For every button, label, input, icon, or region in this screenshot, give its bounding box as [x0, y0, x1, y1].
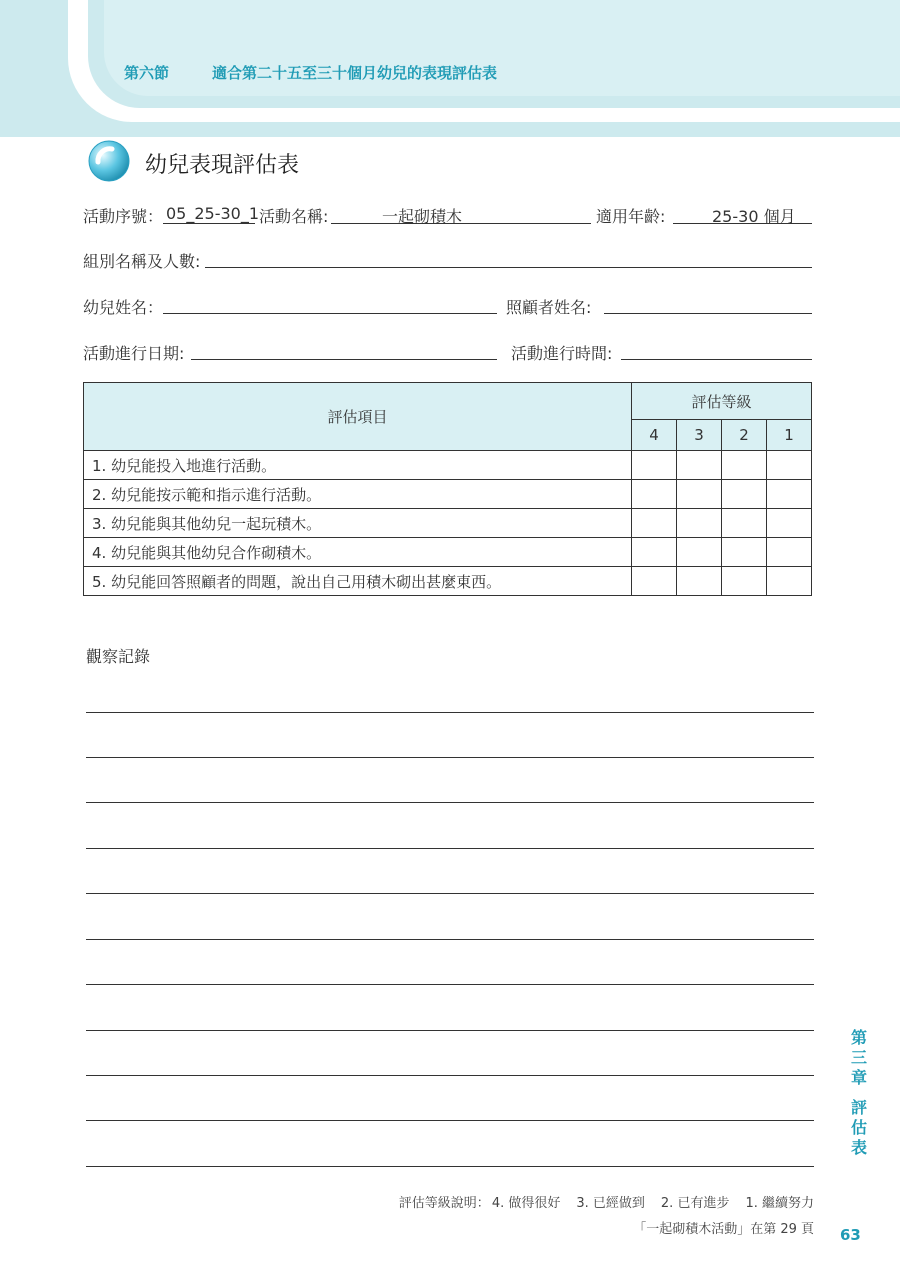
rating-cell[interactable] — [767, 451, 812, 480]
side-tab-chapter: 第三章 — [850, 1028, 867, 1087]
legend-item: 1. 繼續努力 — [745, 1196, 814, 1211]
observation-line[interactable] — [86, 939, 814, 940]
observation-line[interactable] — [86, 712, 814, 713]
rating-cell[interactable] — [632, 480, 677, 509]
time-label: 活動進行時間: — [511, 344, 613, 363]
observation-line[interactable] — [86, 984, 814, 985]
grade-1-header: 1 — [767, 420, 812, 451]
item-1: 1. 幼兒能投入地進行活動。 — [84, 451, 632, 480]
observation-line[interactable] — [86, 1075, 814, 1076]
rating-cell[interactable] — [632, 509, 677, 538]
legend-item: 2. 已有進步 — [660, 1196, 730, 1211]
observation-line[interactable] — [86, 1030, 814, 1031]
rating-cell[interactable] — [767, 567, 812, 596]
group-field[interactable] — [205, 267, 812, 268]
grade-legend — [399, 1192, 814, 1211]
item-2: 2. 幼兒能按示範和指示進行活動。 — [84, 480, 632, 509]
rating-cell[interactable] — [677, 451, 722, 480]
rating-cell[interactable] — [722, 509, 767, 538]
page-number: 63 — [840, 1226, 861, 1244]
time-field[interactable] — [621, 359, 812, 360]
table-row — [84, 567, 812, 596]
observation-label: 觀察記錄 — [86, 647, 151, 666]
section-title: 適合第二十五至三十個月幼兒的表現評估表 — [212, 64, 498, 82]
grade-3-header: 3 — [677, 420, 722, 451]
rating-cell[interactable] — [767, 509, 812, 538]
grade-4-header: 4 — [632, 420, 677, 451]
date-label: 活動進行日期: — [83, 344, 185, 363]
activity-no-value: 05_25-30_1 — [166, 204, 260, 223]
observation-line[interactable] — [86, 802, 814, 803]
bubble-icon — [88, 140, 130, 182]
age-underline — [673, 223, 812, 224]
rating-cell[interactable] — [632, 567, 677, 596]
rating-cell[interactable] — [677, 538, 722, 567]
table-row — [84, 509, 812, 538]
rating-cell[interactable] — [767, 538, 812, 567]
side-tab-name: 評估表 — [850, 1098, 867, 1157]
activity-no-underline — [163, 223, 255, 224]
item-3: 3. 幼兒能與其他幼兒一起玩積木。 — [84, 509, 632, 538]
rating-cell[interactable] — [722, 451, 767, 480]
observation-line[interactable] — [86, 893, 814, 894]
rating-cell[interactable] — [722, 567, 767, 596]
carer-name-field[interactable] — [604, 313, 812, 314]
activity-reference: 「一起砌積木活動」在第 29 頁 — [633, 1222, 814, 1237]
observation-line[interactable] — [86, 848, 814, 849]
observation-line[interactable] — [86, 1120, 814, 1121]
table-row — [84, 451, 812, 480]
activity-no-label: 活動序號： — [83, 207, 164, 226]
rating-cell[interactable] — [722, 538, 767, 567]
grade-2-header: 2 — [722, 420, 767, 451]
observation-line[interactable] — [86, 1166, 814, 1167]
grade-header: 評估等級 — [632, 383, 812, 420]
child-name-field[interactable] — [163, 313, 497, 314]
legend-item: 3. 已經做到 — [576, 1196, 645, 1211]
table-row — [84, 538, 812, 567]
activity-name-label: 活動名稱: — [259, 207, 329, 226]
rating-cell[interactable] — [632, 451, 677, 480]
item-4: 4. 幼兒能與其他幼兒合作砌積木。 — [84, 538, 632, 567]
rating-cell[interactable] — [722, 480, 767, 509]
legend-label: 評估等級說明： — [398, 1196, 490, 1211]
legend-item: 4. 做得很好 — [491, 1196, 561, 1211]
activity-name-value: 一起砌積木 — [382, 207, 463, 226]
evaluation-table — [83, 382, 812, 596]
table-row — [84, 480, 812, 509]
rating-cell[interactable] — [632, 538, 677, 567]
rating-cell[interactable] — [767, 480, 812, 509]
rating-cell[interactable] — [677, 509, 722, 538]
observation-line[interactable] — [86, 757, 814, 758]
item-5: 5. 幼兒能回答照顧者的問題，說出自己用積木砌出甚麼東西。 — [84, 567, 632, 596]
activity-name-underline — [331, 223, 591, 224]
page-title: 幼兒表現評估表 — [145, 153, 300, 178]
rating-cell[interactable] — [677, 480, 722, 509]
age-label: 適用年齡: — [596, 207, 666, 226]
child-name-label: 幼兒姓名： — [83, 298, 164, 317]
age-value: 25-30 個月 — [712, 207, 796, 226]
item-header: 評估項目 — [84, 383, 632, 451]
group-label: 組別名稱及人數: — [83, 252, 201, 271]
section-number: 第六節 — [124, 64, 170, 82]
carer-name-label: 照顧者姓名: — [506, 298, 592, 317]
rating-cell[interactable] — [677, 567, 722, 596]
date-field[interactable] — [191, 359, 497, 360]
